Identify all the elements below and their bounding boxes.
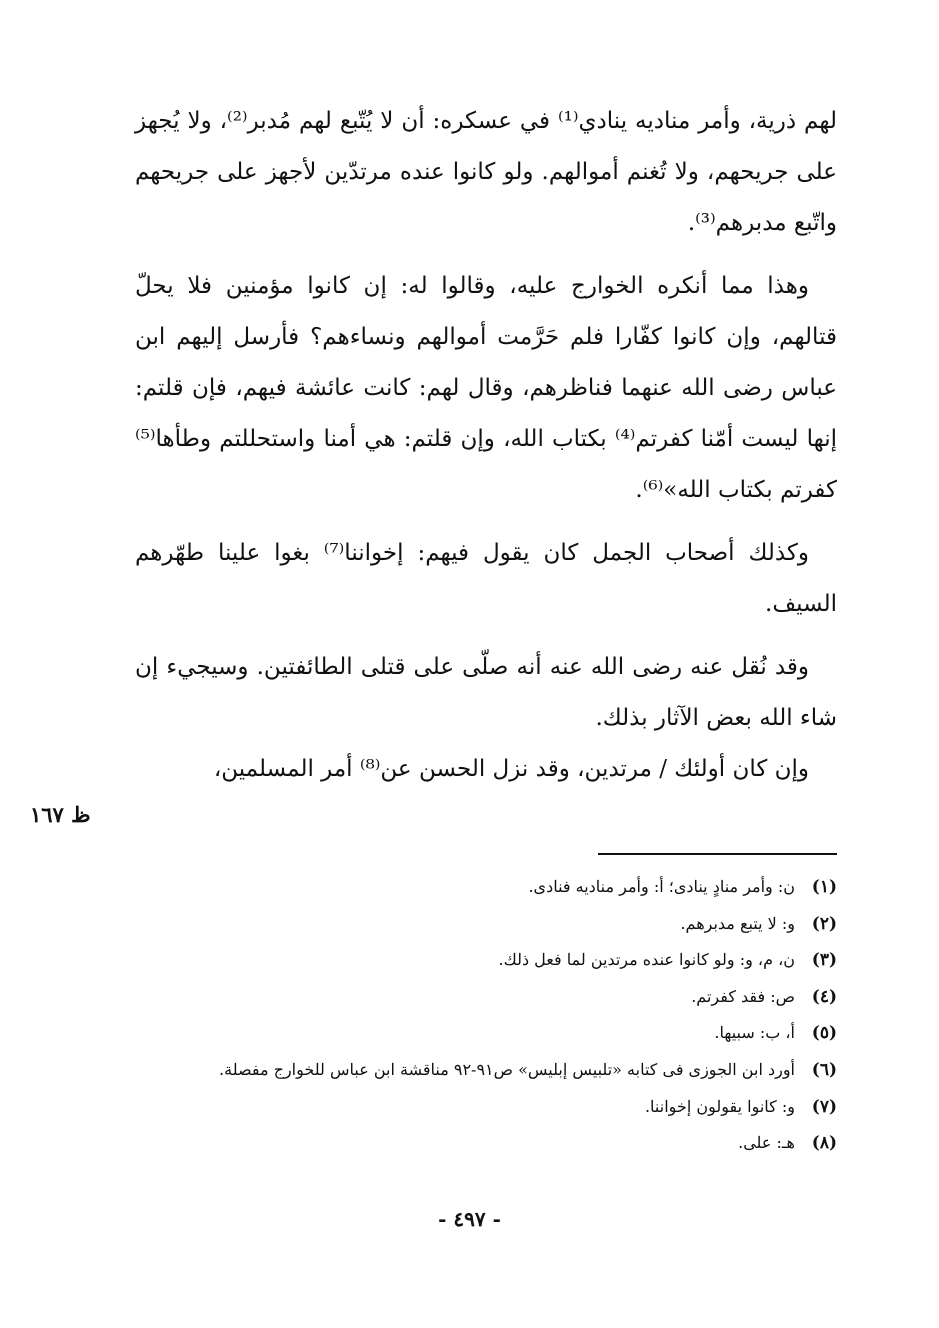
footnote-text: ن: وأمر منادٍ ينادى؛ أ: وأمر مناديه فنادى. <box>528 877 795 896</box>
footnote-number: (٧) <box>811 1096 837 1117</box>
footnote-separator <box>598 853 837 855</box>
footnote-number: (٥) <box>811 1023 837 1044</box>
footnote-number: (٤) <box>811 986 837 1007</box>
footnote-item <box>135 1015 837 1052</box>
paragraph: لهم ذرية، وأمر مناديه ينادي⁽¹⁾ في عسكره: أن لا يُتّبع لهم مُدبر⁽²⁾، ولا يُجهز على جريحهم، ولا تُغنم أموالهم. ولو كانوا عنده مرتدّين لأجهز على جريحهم واتّبع مدبرهم⁽³⁾. <box>135 108 837 236</box>
paragraph: وإن كان أولئك / مرتدين، وقد نزل الحسن عن⁽⁸⁾ أمر المسلمين، <box>213 756 809 782</box>
paragraph: وكذلك أصحاب الجمل كان يقول فيهم: إخواننا⁽⁷⁾ بغوا علينا طهّرهم السيف. <box>135 540 837 617</box>
footnote-text: أ، ب: سبيها. <box>714 1023 795 1043</box>
footnote-item <box>135 869 837 906</box>
footnote-number: (٦) <box>811 1059 837 1080</box>
paragraph: وقد نُقل عنه رضى الله عنه أنه صلّى على قتلى الطائفتين. وسيجيء إن شاء الله بعض الآثار بذلك. <box>135 654 837 731</box>
footnote-text: ص: فقد كفرتم. <box>691 986 795 1006</box>
footnote-item <box>135 1089 837 1126</box>
footnote-item <box>135 979 837 1016</box>
footnote-text: هـ: على. <box>738 1133 795 1153</box>
footnote-item <box>135 1052 837 1089</box>
footnote-text: ن، م، و: ولو كانوا عنده مرتدين لما فعل ذلك. <box>498 950 795 970</box>
paragraph: وهذا مما أنكره الخوارج عليه، وقالوا له: إن كانوا مؤمنين فلا يحلّ قتالهم، وإن كانوا كفّارا فلم حَرَّمت أموالهم ونساءهم؟ فأرسل إليهم ابن عباس رضى الله عنهما فناظرهم، وقال لهم: كانت عائشة فيهم، فإن قلتم: إنها ليست أمّنا كفرتم⁽⁴⁾ بكتاب الله، وإن قلتم: هي أمنا واستحللتم وطأها⁽⁵⁾ كفرتم بكتاب الله»⁽⁶⁾. <box>135 273 838 503</box>
page-number: - ٤٩٧ - <box>438 1207 501 1231</box>
main-text <box>135 96 837 795</box>
footnote-item <box>135 1125 837 1162</box>
footnote-number: (٨) <box>811 1133 837 1154</box>
footnote-item <box>135 906 837 943</box>
footnote-number: (١) <box>811 877 837 897</box>
footnotes-list <box>135 869 837 1162</box>
footnote-number: (٢) <box>811 913 837 934</box>
footnote-number: (٣) <box>811 950 837 971</box>
footnote-item <box>135 942 837 979</box>
footnote-text: و: لا يتبع مدبرهم. <box>680 913 795 933</box>
footnote-text: و: كانوا يقولون إخواننا. <box>644 1096 795 1116</box>
footnote-text: أورد ابن الجوزى فى كتابه «تلبيس إبليس» ص٩١-٩٢ مناقشة ابن عباس للخوارج مفصلة. <box>219 1059 795 1079</box>
manuscript-folio-note: ظ ١٦٧ <box>30 802 91 827</box>
